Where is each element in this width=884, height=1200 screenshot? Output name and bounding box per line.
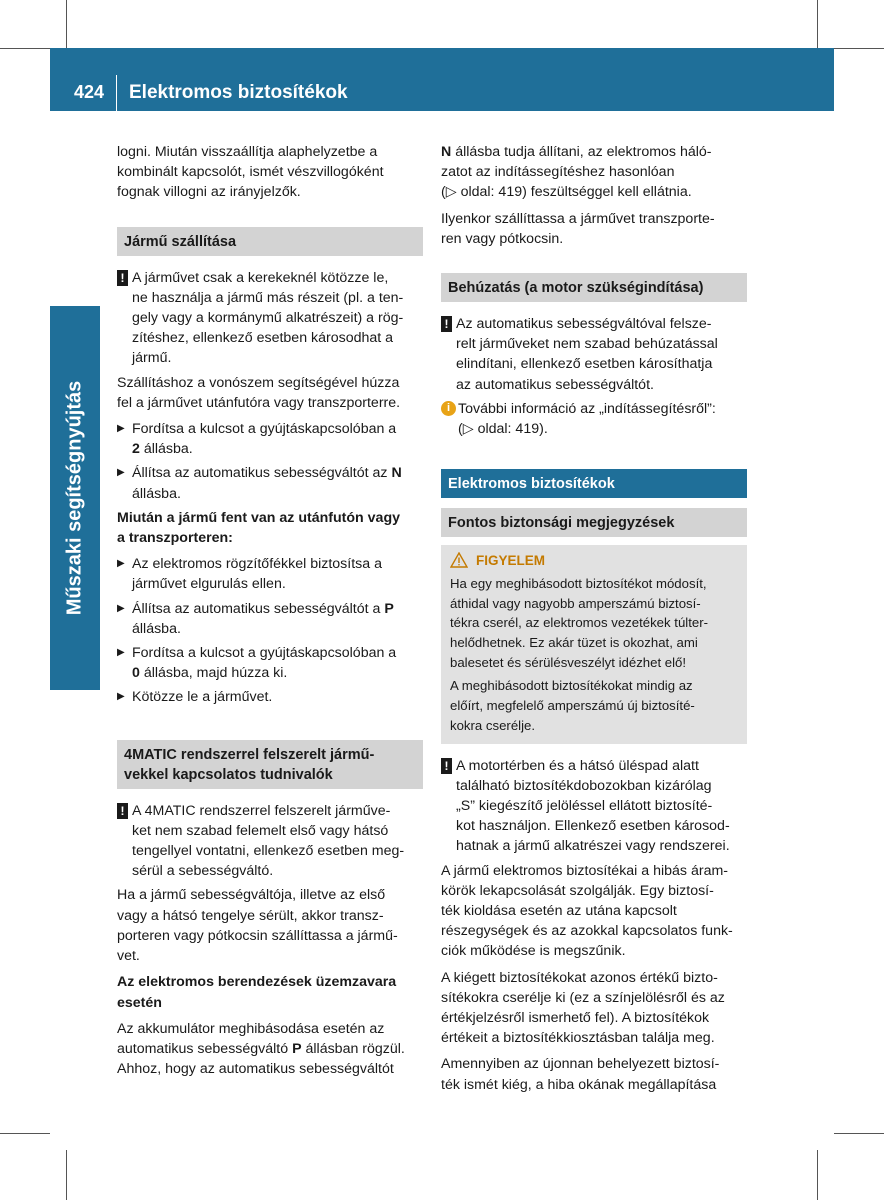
paragraph: Szállításhoz a vonószem segítségével húzza fel a járművet utánfutóra vagy transzporterre. xyxy=(117,374,401,411)
exclamation-icon: ! xyxy=(117,270,128,286)
step-item: ▶ Állítsa az automatikus sebességváltót a P állásba. xyxy=(117,600,394,637)
paragraph: Ha a jármű sebességváltója, illetve az első vagy a hátsó tengelye sérült, akkor transz- porteren vagy pótkocsin szállíttassa a jármű- vet. xyxy=(117,887,398,965)
caution-note: ! A motortérben és a hátsó üléspad alatt található biztosítékdobozokban kizárólag „S” kiegészítő jelöléssel ellátott biztosíté- kot használjon. Ellenkező esetben károsod- hatnak a jármű alkatrészei vagy rendszerei. xyxy=(441,756,747,857)
step-item: ▶ Fordítsa a kulcsot a gyújtáskapcsolóban a 0 állásba, majd húzza ki. xyxy=(117,645,397,682)
crop-mark xyxy=(0,48,50,49)
warning-text: A meghibásodott biztosítékokat mindig az előírt, megfelelő amperszámú új biztosíté- kokra cserélje. xyxy=(450,678,695,733)
crop-mark xyxy=(834,1133,884,1134)
subheading: Az elektromos berendezések üzemzavara esetén xyxy=(117,974,397,1011)
warning-triangle-icon xyxy=(450,552,468,568)
info-icon: i xyxy=(441,401,456,416)
page-number: 424 xyxy=(74,82,105,102)
triangle-bullet-icon: ▶ xyxy=(117,423,125,435)
warning-box xyxy=(441,545,747,743)
left-column xyxy=(117,142,423,1085)
section-heading-tow-start: Behúzatás (a motor szükségindítása) xyxy=(441,273,747,302)
crop-mark xyxy=(817,0,818,48)
paragraph: A kiégett biztosítékokat azonos értékű bizto- sítékokra cserélje ki (ez a színjelölésről és az értékjelzésről ismerhető fel). A biztosítékok értékeit a biztosítékkiosztásban találja meg. xyxy=(441,969,725,1047)
intro-paragraph: logni. Miután visszaállítja alaphelyzetbe a kombinált kapcsolót, ismét vészvillogóként fognak villogni az irányjelzők. xyxy=(117,144,384,201)
triangle-bullet-icon: ▶ xyxy=(117,467,125,479)
step-item: ▶ Fordítsa a kulcsot a gyújtáskapcsolóban a 2 állásba. xyxy=(117,421,397,458)
triangle-bullet-icon: ▶ xyxy=(117,602,125,614)
section-heading-fuses: Elektromos biztosítékok xyxy=(441,469,747,498)
crop-mark xyxy=(817,1150,818,1200)
step-item: ▶ Kötözze le a járművet. xyxy=(117,687,423,707)
crop-mark xyxy=(0,1133,50,1134)
exclamation-icon: ! xyxy=(441,758,452,774)
warning-label: FIGYELEM xyxy=(476,553,546,569)
exclamation-icon: ! xyxy=(117,803,128,819)
caution-note: ! Az automatikus sebességváltóval felsze- relt járműveket nem szabad behúzatással elindítani, ellenkező esetben károsíthatja az automatikus sebességváltót. xyxy=(441,314,747,395)
section-heading-4matic: 4MATIC rendszerrel felszerelt jármű- vekkel kapcsolatos tudnivalók xyxy=(117,740,423,789)
warning-text: Ha egy meghibásodott biztosítékot módosít, áthidal vagy nagyobb amperszámú biztosí- tékra cserél, az elektromos vezetékek túlter- helődhetnek. Ez akár tüzet is okozhat, ami balesetet és sérülésveszélyt idézhet elő! xyxy=(450,575,708,670)
crop-mark xyxy=(66,0,67,48)
info-note: i További információ az „indítássegítésről”: (▷ oldal: 419). xyxy=(441,399,747,439)
caution-note: ! A járművet csak a kerekeknél kötözze le, ne használja a jármű más részeit (pl. a ten- gely vagy a kormánymű alkatrészeit) a rög- zítéshez, ellenkező esetben károsodhat a jármű. xyxy=(117,268,423,369)
paragraph: Amennyiben az újonnan behelyezett biztosí- ték ismét kiég, a hiba okának megállapítása xyxy=(441,1056,720,1093)
paragraph: Az akkumulátor meghibásodása esetén az automatikus sebességváltó P állásban rögzül. Ahhoz, hogy az automatikus sebességváltót xyxy=(117,1020,405,1078)
chapter-tab-label: Műszaki segítségnyújtás xyxy=(63,380,86,616)
header-divider xyxy=(116,75,117,111)
page-header xyxy=(50,48,834,111)
right-column xyxy=(441,142,747,1101)
warning-header xyxy=(450,551,738,571)
paragraph: A jármű elektromos biztosítékai a hibás áram- körök lekapcsolását szolgálják. Egy biztosí- ték kioldása esetén az utána kapcsolt részegységek és az azokkal kapcsolatos funk- ciók működése is megszűnik. xyxy=(441,862,733,960)
crop-mark xyxy=(834,48,884,49)
paragraph: Ilyenkor szállíttassa a járművet transzporte- ren vagy pótkocsin. xyxy=(441,210,715,247)
triangle-bullet-icon: ▶ xyxy=(117,691,125,703)
subheading: Miután a jármű fent van az utánfutón vagy a transzporteren: xyxy=(117,509,400,547)
step-item: ▶ Az elektromos rögzítőfékkel biztosítsa a járművet elgurulás ellen. xyxy=(117,556,382,593)
section-heading-safety-notes: Fontos biztonsági megjegyzések xyxy=(441,508,747,537)
page-title: Elektromos biztosítékok xyxy=(129,82,348,103)
paragraph: N állásba tudja állítani, az elektromos háló- zatot az indítássegítéshez hasonlóan (▷ oldal: 419) feszültséggel kell ellátnia. xyxy=(441,144,712,201)
crop-mark xyxy=(66,1150,67,1200)
caution-note: ! A 4MATIC rendszerrel felszerelt járműve- ket nem szabad felemelt első vagy hátsó tengellyel vontatni, ellenkező esetben meg- sérül a sebességváltó. xyxy=(117,801,423,882)
exclamation-icon: ! xyxy=(441,316,452,332)
triangle-bullet-icon: ▶ xyxy=(117,647,125,659)
section-heading-transport: Jármű szállítása xyxy=(117,227,423,256)
step-item: ▶ Állítsa az automatikus sebességváltót az N állásba. xyxy=(117,465,402,502)
chapter-tab xyxy=(50,306,100,690)
triangle-bullet-icon: ▶ xyxy=(117,558,125,570)
